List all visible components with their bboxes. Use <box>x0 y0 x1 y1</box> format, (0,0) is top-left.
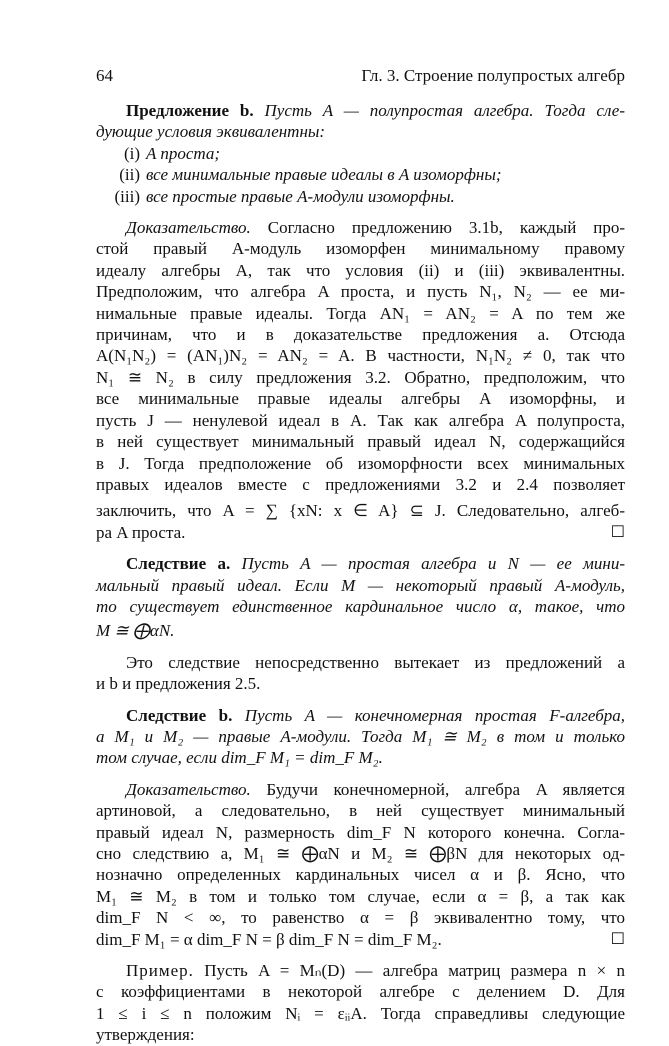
proof-line: в ней существует минимальный правый идеал N, содержащийся <box>96 432 625 452</box>
proof-line: правый идеал N, размерность dim_F N которого конечна. Согла- <box>96 822 625 842</box>
running-title: Гл. 3. Строение полупростых алгебр <box>361 66 625 85</box>
text-line: Это следствие непосредственно вытекает из предложений a <box>126 652 625 672</box>
list-item: (iii) все простые правые A-модули изоморфны. <box>114 186 455 206</box>
proof-line: правых идеалов вместе с предложениями 3.2 и 2.4 позволяет <box>96 474 625 494</box>
proof-line: A(N₁N₂) = (AN₁)N₂ = AN₂ = A. В частности, N₁N₂ ≠ 0, так что <box>96 346 625 366</box>
corollary-label: Следствие b. <box>126 705 233 725</box>
example-label: Пример. <box>126 961 194 981</box>
proposition-label: Предложение b. <box>126 101 254 120</box>
statement-line: M ≅ ⨁αN. <box>96 621 175 641</box>
proof-2 <box>96 779 625 950</box>
corollary-a-note <box>96 652 625 695</box>
page-body <box>96 100 625 1046</box>
proof-label: Доказательство. <box>126 779 251 799</box>
proof-line: M₁ ≅ M₂ в том и только том случае, если α = β, а так как <box>96 886 625 906</box>
list-item: (ii) все минимальные правые идеалы в A изоморфны; <box>119 165 502 185</box>
proof-line: стой правый A-модуль изоморфен минимальному правому <box>96 239 625 259</box>
corollary-label: Следствие a. <box>126 554 231 574</box>
statement-line: Пусть A — конечномерная простая F-алгебра, <box>244 705 626 725</box>
proof-line: dim_F N < ∞, то равенство α = β эквивалентно тому, что <box>96 908 625 928</box>
corollary-a <box>96 553 625 642</box>
statement-line: а M₁ и M₂ — правые A-модули. Тогда M₁ ≅ M₂ в том и только <box>96 726 625 746</box>
example-line: с коэффициентами в некоторой алгебре с делением D. Для <box>96 982 625 1002</box>
proof-line: Согласно предложению 3.1b, каждый про- <box>267 218 626 238</box>
proof-line: причинам, что и в доказательстве предложения a. Отсюда <box>96 325 625 345</box>
list-item: (i) A проста; <box>123 143 221 163</box>
text-line: и b и предложения 2.5. <box>96 674 261 694</box>
qed-box-icon: ☐ <box>610 930 625 948</box>
proof-line: все минимальные правые идеалы алгебры A изоморфны, и <box>96 389 625 409</box>
proof-line: в J. Тогда предположение об изоморфности всех минимальных <box>96 453 625 473</box>
example-line: утверждения: <box>96 1025 195 1045</box>
proof-line: заключить, что A = ∑ {xN: x ∈ A} ⊆ J. Следовательно, алгеб- <box>96 501 625 521</box>
proof-line: dim_F M₁ = α dim_F N = β dim_F N = dim_F M₂. <box>96 929 442 949</box>
proof-label: Доказательство. <box>126 218 251 238</box>
proof-line: сно следствию a, M₁ ≅ ⨁αN и M₂ ≅ ⨁βN для некоторых од- <box>96 844 625 863</box>
proof-1 <box>96 217 625 543</box>
proof-line: артиновой, а следовательно, в ней существует минимальный <box>96 801 625 821</box>
statement-line: Пусть A — простая алгебра и N — ее мини- <box>241 554 626 574</box>
corollary-b <box>96 705 625 769</box>
qed-box-icon: ☐ <box>610 523 625 541</box>
proof-line: N₁ ≅ N₂ в силу предложения 3.2. Обратно, предположим, что <box>96 367 625 387</box>
proof-line: пусть J — ненулевой идеал в A. Так как алгебра A полупроста, <box>96 410 625 430</box>
statement-line: дующие условия эквивалентны: <box>96 122 326 142</box>
statement-line: мальный правый идеал. Если M — некоторый правый A-модуль, <box>96 575 625 595</box>
proof-line: нимальные правые идеалы. Тогда AN₁ = AN₂ = A по тем же <box>96 303 625 323</box>
example-line: 1 ≤ i ≤ n положим Nᵢ = εᵢᵢA. Тогда справедливы следующие <box>96 1003 625 1023</box>
statement-line: Пусть A — полупростая алгебра. Тогда сле- <box>264 101 625 120</box>
example-line: Пусть A = Mₙ(D) — алгебра матриц размера n × n <box>204 961 625 981</box>
statement-line: то существует единственное кардинальное число α, такое, что <box>96 596 625 616</box>
proof-line: Будучи конечномерной, алгебра A является <box>266 779 626 799</box>
proof-line: идеалу алгебры A, так что условия (ii) и (iii) эквивалентны. <box>96 260 625 280</box>
proposition-b <box>96 100 625 207</box>
proof-line: ра A проста. <box>96 522 186 542</box>
proof-line: нозначно определенных кардинальных чисел α и β. Ясно, что <box>96 865 625 885</box>
example <box>96 960 625 1046</box>
proof-line: Предположим, что алгебра A проста, и пусть N₁, N₂ — ее ми- <box>96 282 625 302</box>
statement-line: том случае, если dim_F M₁ = dim_F M₂. <box>96 748 383 768</box>
page-number: 64 <box>96 66 113 85</box>
